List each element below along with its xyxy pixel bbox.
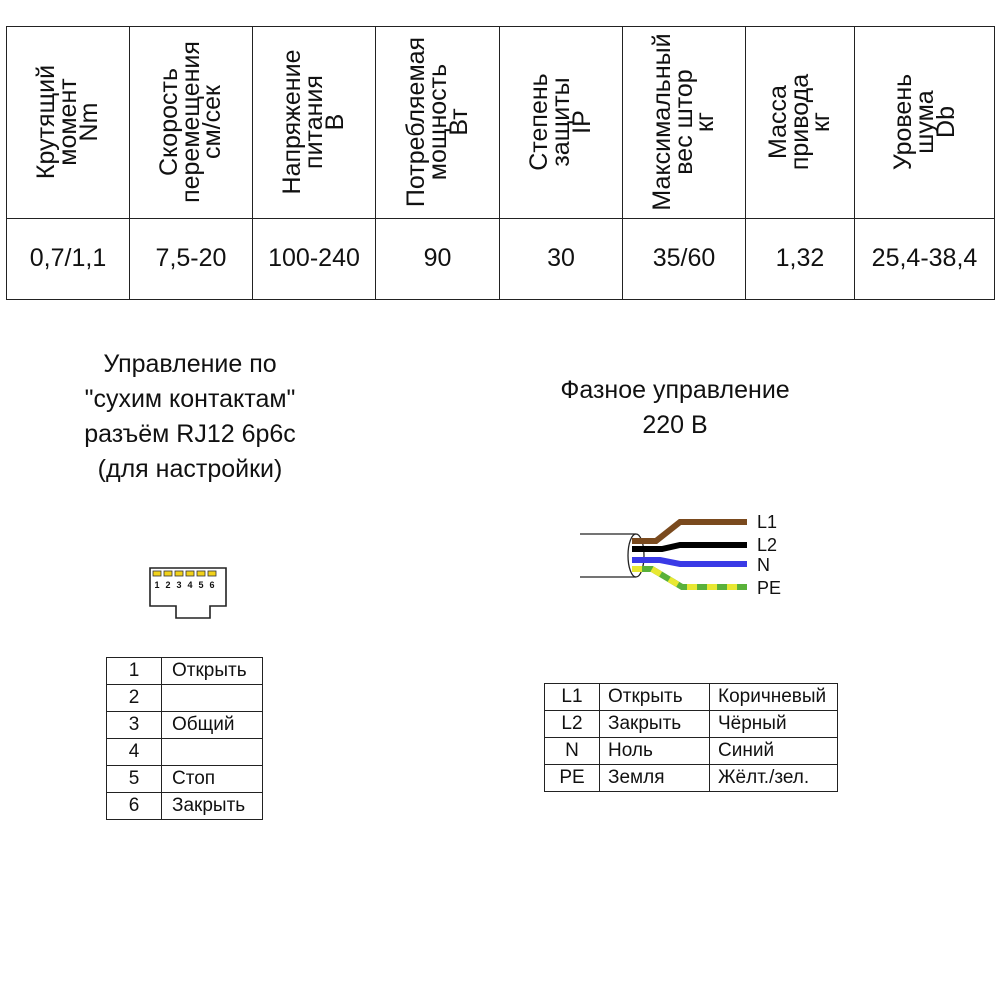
caption-line: Управление по bbox=[103, 350, 277, 378]
table-row bbox=[107, 739, 263, 766]
header-line: кг bbox=[690, 112, 719, 133]
spec-table bbox=[6, 26, 995, 300]
wire-code: PE bbox=[545, 765, 600, 792]
header-line: Максимальный bbox=[647, 33, 676, 211]
header-noise bbox=[855, 27, 995, 219]
header-max-weight bbox=[623, 27, 746, 219]
header-line: момент bbox=[53, 78, 82, 167]
rj12-connector-diagram bbox=[140, 560, 240, 630]
rj12-pin-label: 3 bbox=[176, 580, 182, 590]
pin-function bbox=[162, 685, 263, 712]
header-line: Скорость bbox=[154, 68, 183, 177]
value-voltage: 100-240 bbox=[253, 218, 376, 299]
pin-number: 5 bbox=[107, 766, 162, 793]
rj12-contact-6 bbox=[208, 571, 216, 576]
caption-line: (для настройки) bbox=[97, 455, 283, 483]
header-line: привода bbox=[785, 74, 814, 171]
rj12-pin-label: 1 bbox=[154, 580, 160, 590]
header-torque bbox=[7, 27, 130, 219]
cable-wiring-diagram bbox=[570, 505, 790, 605]
dry-contacts-caption bbox=[40, 347, 340, 487]
wire-code: N bbox=[545, 738, 600, 765]
header-line: Уровень bbox=[888, 74, 917, 171]
rj12-pin-label: 4 bbox=[187, 580, 193, 590]
caption-line: Фазное управление bbox=[560, 376, 790, 404]
pin-number: 1 bbox=[107, 658, 162, 685]
header-line: мощность bbox=[422, 64, 451, 181]
table-row bbox=[107, 766, 263, 793]
wire-action: Ноль bbox=[600, 738, 710, 765]
wire-label-n: N bbox=[757, 555, 770, 575]
spec-value-row bbox=[7, 218, 995, 299]
header-line: Степень bbox=[524, 73, 553, 172]
header-line: Напряжение bbox=[277, 49, 306, 195]
header-line: В bbox=[320, 114, 349, 131]
header-speed bbox=[130, 27, 253, 219]
value-max-weight: 35/60 bbox=[623, 218, 746, 299]
pin-function: Стоп bbox=[162, 766, 263, 793]
wire-color-name: Коричневый bbox=[710, 684, 838, 711]
value-noise: 25,4-38,4 bbox=[855, 218, 995, 299]
pin-function: Открыть bbox=[162, 658, 263, 685]
header-line: питания bbox=[299, 75, 328, 170]
value-drive-mass: 1,32 bbox=[746, 218, 855, 299]
value-speed: 7,5-20 bbox=[130, 218, 253, 299]
wire-code: L1 bbox=[545, 684, 600, 711]
header-line: Db bbox=[931, 106, 960, 139]
wire-color-name: Жёлт./зел. bbox=[710, 765, 838, 792]
wire-action: Открыть bbox=[600, 684, 710, 711]
wire-color-table bbox=[544, 683, 838, 792]
rj12-contacts bbox=[153, 571, 216, 576]
wire-color-name: Синий bbox=[710, 738, 838, 765]
header-line: Потребляемая bbox=[401, 37, 430, 208]
pin-number: 3 bbox=[107, 712, 162, 739]
wire-label-l2: L2 bbox=[757, 535, 778, 555]
caption-line: "сухим контактам" bbox=[84, 385, 296, 413]
header-power bbox=[376, 27, 500, 219]
rj12-pinout-table bbox=[106, 657, 263, 820]
header-line: см/сек bbox=[197, 85, 226, 160]
wire-color-name: Чёрный bbox=[710, 711, 838, 738]
rj12-contact-5 bbox=[197, 571, 205, 576]
header-line: Вт bbox=[444, 108, 473, 136]
value-torque: 0,7/1,1 bbox=[7, 218, 130, 299]
value-protection: 30 bbox=[500, 218, 623, 299]
table-row bbox=[545, 738, 838, 765]
header-line: Nm bbox=[74, 102, 103, 142]
wire-l2 bbox=[632, 545, 747, 549]
header-drive-mass bbox=[746, 27, 855, 219]
header-line: шума bbox=[909, 90, 938, 155]
table-row bbox=[107, 712, 263, 739]
wire-n bbox=[632, 560, 747, 564]
rj12-pin-label: 6 bbox=[209, 580, 215, 590]
header-voltage bbox=[253, 27, 376, 219]
table-row bbox=[107, 793, 263, 820]
pin-function: Общий bbox=[162, 712, 263, 739]
table-row bbox=[107, 658, 263, 685]
pin-number: 2 bbox=[107, 685, 162, 712]
spec-header-row bbox=[7, 27, 995, 219]
table-row bbox=[107, 685, 263, 712]
caption-line: 220 В bbox=[642, 411, 708, 439]
wire-code: L2 bbox=[545, 711, 600, 738]
caption-line: разъём RJ12 6р6с bbox=[84, 420, 296, 448]
rj12-pin-label: 5 bbox=[198, 580, 204, 590]
header-line: вес штор bbox=[669, 69, 698, 176]
rj12-contact-2 bbox=[164, 571, 172, 576]
rj12-pin-label: 2 bbox=[165, 580, 171, 590]
wire-label-pe: PE bbox=[757, 578, 782, 598]
rj12-contact-1 bbox=[153, 571, 161, 576]
rj12-contact-4 bbox=[186, 571, 194, 576]
table-row bbox=[545, 684, 838, 711]
header-line: IP bbox=[567, 110, 596, 135]
pin-number: 6 bbox=[107, 793, 162, 820]
header-line: Масса bbox=[763, 85, 792, 160]
pin-function: Закрыть bbox=[162, 793, 263, 820]
wire-action: Земля bbox=[600, 765, 710, 792]
table-row bbox=[545, 765, 838, 792]
header-protection bbox=[500, 27, 623, 219]
wire-label-l1: L1 bbox=[757, 512, 778, 532]
phase-control-caption bbox=[520, 373, 830, 443]
wire-action: Закрыть bbox=[600, 711, 710, 738]
header-line: защиты bbox=[546, 77, 575, 168]
pin-function bbox=[162, 739, 263, 766]
value-power: 90 bbox=[376, 218, 500, 299]
table-row bbox=[545, 711, 838, 738]
header-line: Крутящий bbox=[31, 65, 60, 180]
header-line: перемещения bbox=[176, 41, 205, 204]
header-line: кг bbox=[806, 112, 835, 133]
pin-number: 4 bbox=[107, 739, 162, 766]
rj12-contact-3 bbox=[175, 571, 183, 576]
wire-l1 bbox=[632, 522, 747, 541]
